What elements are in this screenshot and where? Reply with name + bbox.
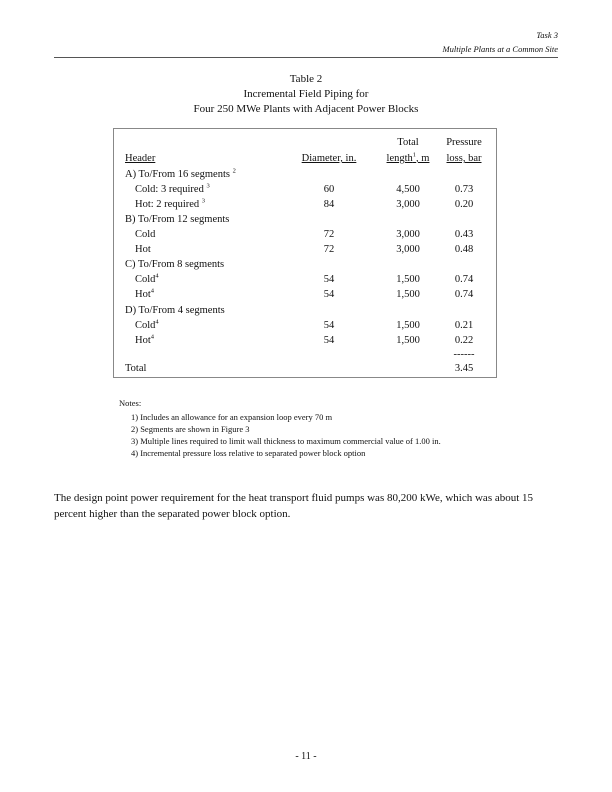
table-cell-length: 1,500 — [396, 289, 420, 300]
footnote-ref: 4 — [155, 318, 159, 326]
table-cell-length: 1,500 — [396, 335, 420, 346]
total-label: Total — [125, 363, 147, 374]
note-item: 3) Multiple lines required to limit wall thickness to maximum commercial value of 1.00 in. — [131, 436, 441, 446]
table-row-label: A) To/From 16 segments $^2$ — [125, 167, 236, 180]
table-cell-diameter: 72 — [323, 244, 335, 255]
table-row-label: Cold: 3 required $^3$ — [135, 182, 210, 195]
table-cell-pressure: 0.73 — [454, 184, 474, 195]
note-item: 1) Includes an allowance for an expansion loop every 70 m — [131, 412, 333, 422]
col-length-word: length — [386, 153, 413, 164]
running-header-task: Task 3 — [536, 30, 558, 40]
table-cell-pressure: 0.74 — [454, 274, 474, 285]
col-header-label: Header — [125, 153, 156, 164]
total-value: 3.45 — [454, 363, 474, 374]
table-title: Incremental Field Piping for — [243, 88, 369, 100]
table-row-label: D) To/From 4 segments — [125, 305, 225, 316]
table-row-label: Hot$^4$ — [135, 287, 154, 300]
table-cell-pressure: 0.22 — [454, 335, 474, 346]
table-cell-length: 1,500 — [396, 274, 420, 285]
table-cell-diameter: 54 — [323, 335, 335, 346]
table-cell-length: 3,000 — [396, 229, 420, 240]
table-cell-length: 4,500 — [396, 184, 420, 195]
table-cell-pressure: 0.43 — [454, 229, 474, 240]
col-pressure-bottom: loss, bar — [446, 153, 482, 164]
piping-table — [113, 128, 497, 378]
table-row-label: Hot$^4$ — [135, 333, 154, 346]
table-row-label: Cold$^4$ — [135, 272, 159, 285]
table-cell-diameter: 54 — [323, 289, 335, 300]
col-length-top: Total — [397, 137, 419, 148]
total-separator: ------ — [453, 349, 475, 360]
col-pressure-top: Pressure — [446, 137, 482, 148]
table-cell-length: 3,000 — [396, 199, 420, 210]
footnote-ref: 4 — [150, 287, 154, 295]
footnote-ref: 4 — [150, 333, 154, 341]
table-cell-diameter: 54 — [323, 320, 335, 331]
table-cell-diameter: 72 — [323, 229, 335, 240]
header-rule — [54, 57, 558, 58]
table-subtitle: Four 250 MWe Plants with Adjacent Power Blocks — [193, 103, 419, 115]
col-length-bottom — [380, 153, 436, 165]
footnote-ref: 2 — [232, 167, 236, 175]
running-header-subtitle: Multiple Plants at a Common Site — [442, 44, 558, 54]
col-length-footnote: 1 — [412, 151, 417, 159]
table-cell-pressure: 0.20 — [454, 199, 474, 210]
note-item: 4) Incremental pressure loss relative to separated power block option — [131, 448, 366, 458]
table-cell-length: 3,000 — [396, 244, 420, 255]
footnote-ref: 4 — [155, 272, 159, 280]
table-cell-length: 1,500 — [396, 320, 420, 331]
table-cell-pressure: 0.48 — [454, 244, 474, 255]
note-item: 2) Segments are shown in Figure 3 — [131, 424, 250, 434]
table-row-label: Cold$^4$ — [135, 318, 159, 331]
footnote-ref: 3 — [206, 182, 210, 190]
table-cell-pressure: 0.74 — [454, 289, 474, 300]
table-row-label: Hot — [135, 244, 151, 255]
table-row-label: B) To/From 12 segments — [125, 214, 230, 225]
table-cell-diameter: 60 — [323, 184, 335, 195]
table-number: Table 2 — [289, 73, 323, 85]
notes-title: Notes: — [119, 398, 142, 408]
body-paragraph: The design point power requirement for the heat transport fluid pumps was 80,200 kWe, which was about 15 percent higher than the separated power block option. — [54, 492, 534, 520]
table-cell-diameter: 54 — [323, 274, 335, 285]
table-cell-diameter: 84 — [323, 199, 335, 210]
table-row-label: C) To/From 8 segments — [125, 259, 225, 270]
col-length-unit: , m — [416, 153, 430, 164]
footnote-ref: 3 — [201, 197, 206, 205]
table-row-label: Hot: 2 required $^3$ — [135, 197, 206, 210]
table-row-label: Cold — [135, 229, 156, 240]
page-number: - 11 - — [295, 751, 317, 762]
col-diameter: Diameter, in. — [301, 153, 357, 164]
table-cell-pressure: 0.21 — [454, 320, 474, 331]
